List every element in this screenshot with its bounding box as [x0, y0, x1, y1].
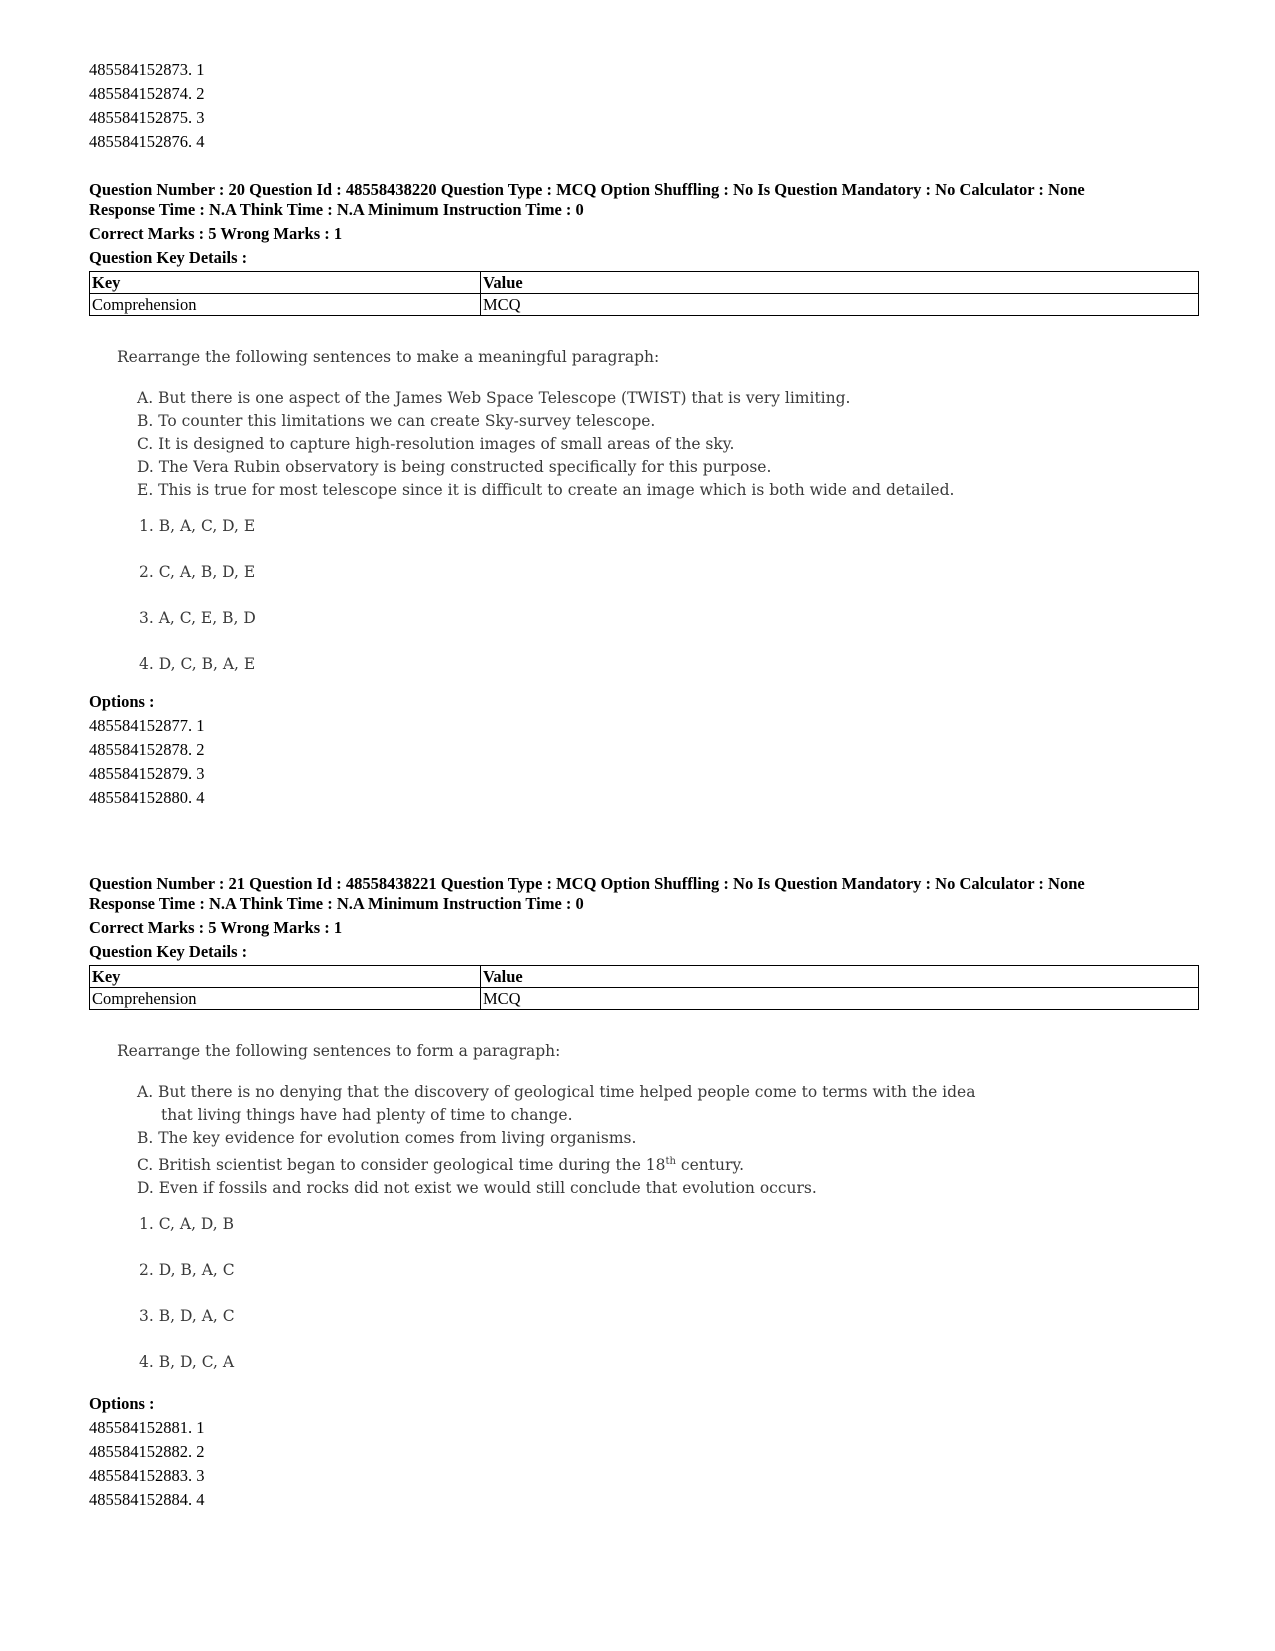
superscript-text: th	[665, 1156, 676, 1167]
table-cell: Comprehension	[90, 294, 481, 316]
table-header-cell: Value	[481, 966, 1199, 988]
question-block-20	[89, 180, 1199, 807]
answer-choice: 2. D, B, A, C	[139, 1261, 235, 1280]
table-cell: MCQ	[481, 294, 1199, 316]
answer-choices	[139, 515, 1199, 699]
option-line: 485584152883. 3	[89, 1466, 205, 1485]
option-line: 485584152878. 2	[89, 740, 205, 759]
option-line: 485584152880. 4	[89, 788, 205, 807]
sentence-item: A. But there is one aspect of the James Web Space Telescope (TWIST) that is very limiting.	[137, 389, 851, 407]
table-header-cell: Key	[90, 966, 481, 988]
answer-choice: 3. B, D, A, C	[139, 1307, 235, 1326]
option-line: 485584152877. 1	[89, 716, 205, 735]
table-cell: MCQ	[481, 988, 1199, 1010]
question-meta-line1: Question Number : 21 Question Id : 48558438221 Question Type : MCQ Option Shuffling : No Is Question Mandatory : No Calculator : None	[89, 874, 1085, 893]
answer-choice: 3. A, C, E, B, D	[139, 609, 256, 627]
question-instruction: Rearrange the following sentences to form a paragraph:	[117, 1042, 561, 1060]
question-image	[117, 1040, 1199, 1397]
sentence-item: D. The Vera Rubin observatory is being constructed specifically for this purpose.	[137, 458, 772, 476]
options-label: Options :	[89, 1394, 155, 1413]
question-key-details-label: Question Key Details :	[89, 942, 248, 961]
question-marks: Correct Marks : 5 Wrong Marks : 1	[89, 224, 343, 243]
question-image	[117, 346, 1199, 699]
option-line: 485584152873. 1	[89, 60, 205, 79]
question-marks: Correct Marks : 5 Wrong Marks : 1	[89, 918, 343, 937]
sentence-item: B. The key evidence for evolution comes from living organisms.	[137, 1129, 637, 1147]
option-line: 485584152874. 2	[89, 84, 205, 103]
previous-options-list	[89, 58, 205, 154]
sentence-item: E. This is true for most telescope since it is difficult to create an image which is both wide and detailed.	[137, 481, 955, 499]
table-row	[90, 294, 1199, 316]
question-block-21	[89, 874, 1199, 1509]
sentence-item	[137, 1150, 1199, 1177]
question-key-table	[89, 271, 1199, 316]
table-row	[90, 988, 1199, 1010]
table-header-row	[90, 966, 1199, 988]
question-meta-line1: Question Number : 20 Question Id : 48558438220 Question Type : MCQ Option Shuffling : No Is Question Mandatory : No Calculator : None	[89, 180, 1085, 199]
table-cell: Comprehension	[90, 988, 481, 1010]
question-meta-line2: Response Time : N.A Think Time : N.A Minimum Instruction Time : 0	[89, 200, 584, 219]
answer-choices	[139, 1213, 1199, 1397]
table-header-row	[90, 272, 1199, 294]
question-key-table	[89, 965, 1199, 1010]
sentence-text: century.	[676, 1156, 745, 1175]
sentence-item: A. But there is no denying that the discovery of geological time helped people come to terms with the idea	[137, 1083, 976, 1101]
sentence-item: D. Even if fossils and rocks did not exist we would still conclude that evolution occurs.	[137, 1179, 817, 1198]
answer-choice: 4. B, D, C, A	[139, 1353, 235, 1372]
question-key-details-label: Question Key Details :	[89, 248, 248, 267]
options-section	[89, 1392, 205, 1512]
answer-choice: 1. B, A, C, D, E	[139, 517, 256, 535]
answer-choice: 4. D, C, B, A, E	[139, 655, 256, 673]
options-label: Options :	[89, 692, 155, 711]
answer-choice: 1. C, A, D, B	[139, 1215, 235, 1234]
answer-choice: 2. C, A, B, D, E	[139, 563, 256, 581]
options-section	[89, 690, 205, 810]
sentence-item: C. It is designed to capture high-resolution images of small areas of the sky.	[137, 435, 735, 453]
option-line: 485584152881. 1	[89, 1418, 205, 1437]
sentence-item-continuation: that living things have had plenty of time to change.	[161, 1106, 573, 1124]
option-line: 485584152884. 4	[89, 1490, 205, 1509]
table-header-cell: Value	[481, 272, 1199, 294]
table-header-cell: Key	[90, 272, 481, 294]
question-meta-line2: Response Time : N.A Think Time : N.A Minimum Instruction Time : 0	[89, 894, 584, 913]
option-line: 485584152879. 3	[89, 764, 205, 783]
sentence-item: B. To counter this limitations we can create Sky-survey telescope.	[137, 412, 656, 430]
option-line: 485584152882. 2	[89, 1442, 205, 1461]
option-line: 485584152875. 3	[89, 108, 205, 127]
option-line: 485584152876. 4	[89, 132, 205, 151]
question-instruction: Rearrange the following sentences to make a meaningful paragraph:	[117, 348, 660, 366]
sentence-text: C. British scientist began to consider geological time during the 18	[137, 1156, 666, 1175]
